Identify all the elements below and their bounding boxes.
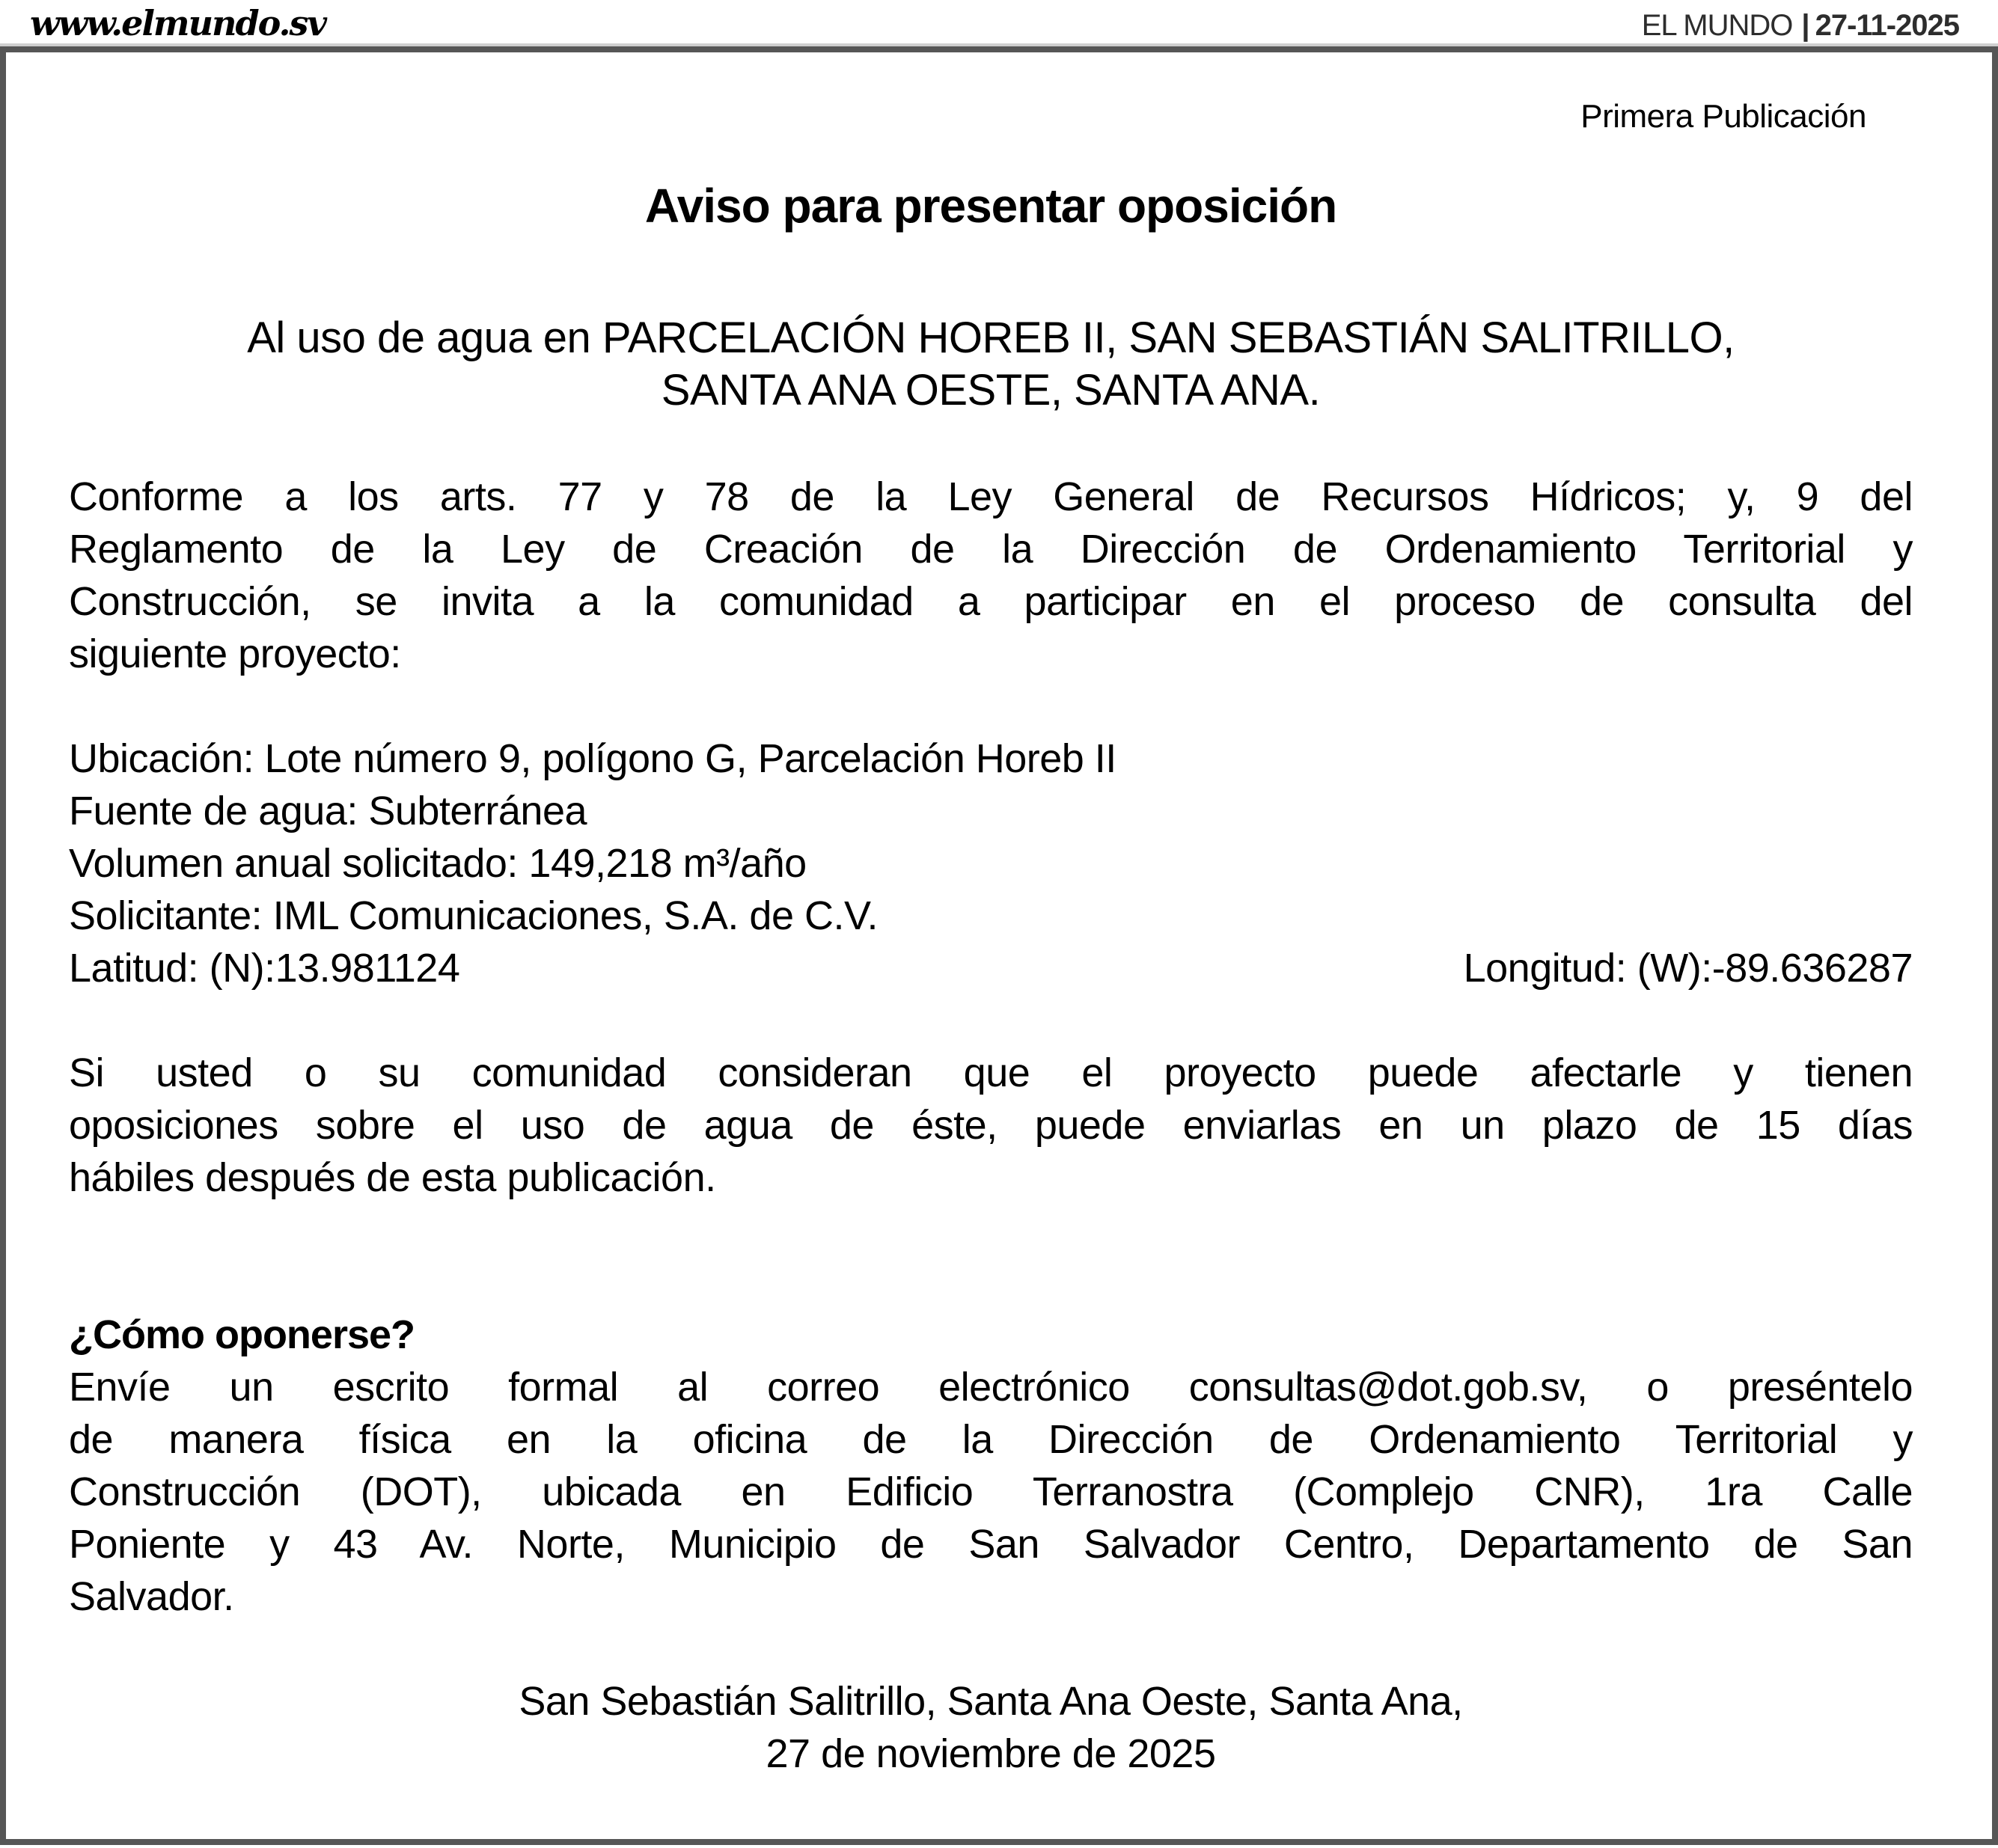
- text-line: hábiles después de esta publicación.: [69, 1155, 716, 1200]
- notice-title: Aviso para presentar oposición: [644, 179, 1337, 233]
- place-and-date-footer: [69, 1675, 1913, 1780]
- notice-subtitle: [69, 312, 1913, 417]
- newspaper-brand: EL MUNDO: [1641, 9, 1793, 42]
- text-line: Salvador.: [69, 1574, 234, 1619]
- brand-date-separator: |: [1801, 9, 1809, 42]
- masthead: [0, 0, 1998, 46]
- site-url-text: www.elmundo.sv: [30, 3, 326, 43]
- legal-notice-box: [0, 46, 1998, 1845]
- detail-longitud: Longitud: (W):-89.636287: [1463, 946, 1913, 991]
- text-line: San Sebastián Salitrillo, Santa Ana Oeste, Santa Ana,: [519, 1679, 1463, 1724]
- opposition-deadline-paragraph: [69, 1047, 1913, 1204]
- text-line: Construcción (DOT), ubicada en Edificio Terranostra (Complejo CNR), 1ra Calle: [69, 1469, 1913, 1514]
- text-line: siguiente proyecto:: [69, 631, 401, 676]
- detail-solicitante: Solicitante: IML Comunicaciones, S.A. de C.V.: [69, 893, 879, 938]
- publication-stage-label: Primera Publicación: [1580, 98, 1866, 135]
- detail-latitud: Latitud: (N):13.981124: [69, 946, 460, 991]
- edition-date: 27-11-2025: [1815, 9, 1959, 42]
- text-line: Envíe un escrito formal al correo electrónico consultas@dot.gob.sv, o preséntelo: [69, 1365, 1913, 1410]
- text-line: Al uso de agua en PARCELACIÓN HOREB II, SAN SEBASTIÁN SALITRILLO,: [247, 313, 1735, 362]
- edition-info: [1642, 10, 1959, 40]
- text-line: SANTA ANA OESTE, SANTA ANA.: [661, 366, 1321, 414]
- detail-coordinates: [69, 942, 1913, 994]
- detail-volumen-anual: Volumen anual solicitado: 149,218 m³/año: [69, 841, 807, 886]
- text-line: Poniente y 43 Av. Norte, Municipio de San Salvador Centro, Departamento de San: [69, 1522, 1913, 1567]
- text-line: de manera física en la oficina de la Dirección de Ordenamiento Territorial y: [69, 1417, 1913, 1462]
- howto-paragraph: [69, 1361, 1913, 1623]
- text-line: 27 de noviembre de 2025: [766, 1731, 1216, 1776]
- text-line: Conforme a los arts. 77 y 78 de la Ley General de Recursos Hídricos; y, 9 del: [69, 474, 1913, 519]
- text-line: Reglamento de la Ley de Creación de la Dirección de Ordenamiento Territorial y: [69, 527, 1913, 572]
- intro-paragraph: [69, 471, 1913, 680]
- text-line: Si usted o su comunidad consideran que el proyecto puede afectarle y tienen: [69, 1050, 1913, 1095]
- text-line: oposiciones sobre el uso de agua de éste, puede enviarlas en un plazo de 15 días: [69, 1103, 1913, 1148]
- detail-fuente-agua: Fuente de agua: Subterránea: [69, 789, 587, 833]
- howto-heading: ¿Cómo oponerse?: [69, 1312, 415, 1357]
- text-line: Construcción, se invita a la comunidad a participar en el proceso de consulta del: [69, 579, 1913, 624]
- detail-ubicacion: Ubicación: Lote número 9, polígono G, Parcelación Horeb II: [69, 736, 1116, 781]
- project-details: [69, 732, 1913, 994]
